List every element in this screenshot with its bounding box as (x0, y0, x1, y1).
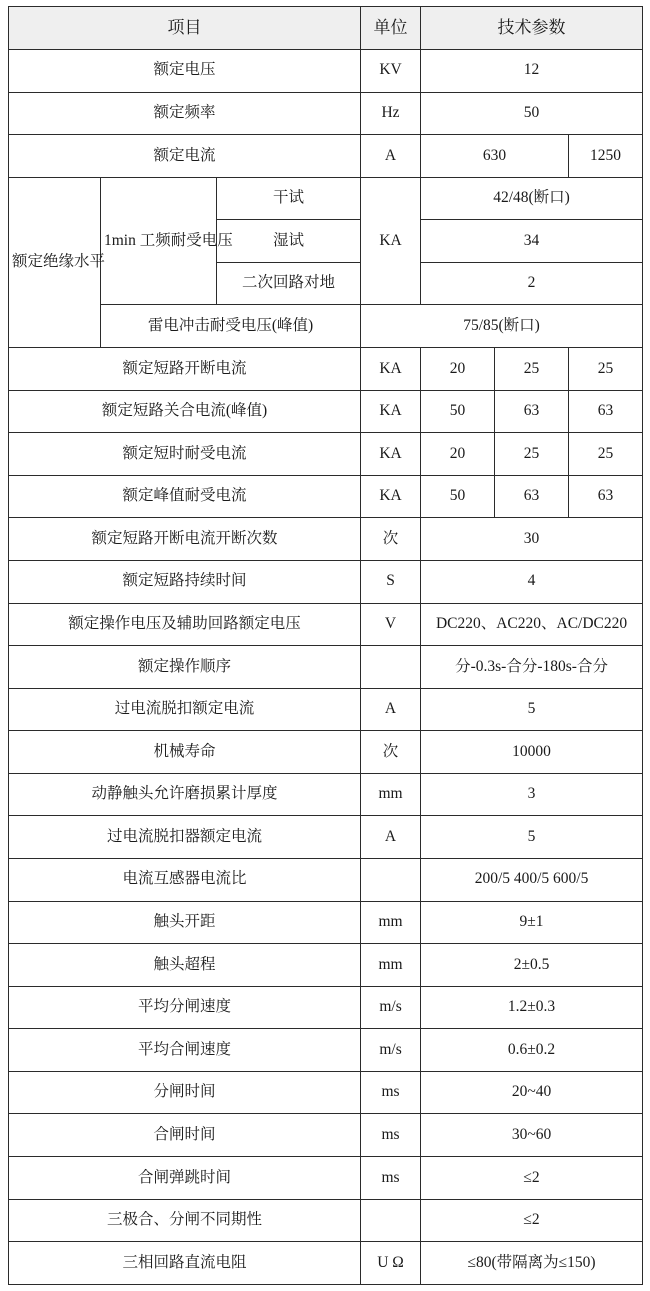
row-unit: V (361, 603, 421, 646)
row-item-label: 合闸弹跳时间 (9, 1157, 361, 1200)
table-row (9, 1242, 643, 1285)
table-row (9, 901, 643, 944)
row-value: 2±0.5 (421, 944, 643, 987)
row-unit: Hz (361, 92, 421, 135)
insulation-group-label: 额定绝缘水平 (9, 177, 101, 347)
row-item-label: 触头开距 (9, 901, 361, 944)
table-row (9, 646, 643, 689)
insulation-sub-label: 1min 工频耐受电压 (101, 177, 217, 305)
table-row (9, 50, 643, 93)
row-value: 75/85(断口) (361, 305, 643, 348)
row-item-label: 动静触头允许磨损累计厚度 (9, 773, 361, 816)
specifications-table (8, 6, 643, 1285)
row-unit: mm (361, 773, 421, 816)
row-item-label: 平均合闸速度 (9, 1029, 361, 1072)
row-value: DC220、AC220、AC/DC220 (421, 603, 643, 646)
row-unit (361, 1199, 421, 1242)
insulation-test-label: 湿试 (217, 220, 361, 263)
row-unit: KA (361, 433, 421, 476)
table-row (9, 1199, 643, 1242)
row-value: 63 (495, 390, 569, 433)
table-row (9, 816, 643, 859)
row-value: 63 (495, 475, 569, 518)
row-unit: 次 (361, 731, 421, 774)
table-row (9, 858, 643, 901)
header-item: 项目 (9, 7, 361, 50)
table-row (9, 92, 643, 135)
header-params: 技术参数 (421, 7, 643, 50)
row-item-label: 额定短时耐受电流 (9, 433, 361, 476)
row-value: 25 (569, 433, 643, 476)
row-unit: U Ω (361, 1242, 421, 1285)
row-value: 50 (421, 390, 495, 433)
row-item-label: 电流互感器电流比 (9, 858, 361, 901)
insulation-test-label: 干试 (217, 177, 361, 220)
row-value: 10000 (421, 731, 643, 774)
row-item-label: 额定短路关合电流(峰值) (9, 390, 361, 433)
row-value: 50 (421, 92, 643, 135)
table-row (9, 348, 643, 391)
row-value: 4 (421, 560, 643, 603)
row-value: 63 (569, 390, 643, 433)
table-row (9, 603, 643, 646)
row-item-label: 过电流脱扣额定电流 (9, 688, 361, 731)
row-value: 0.6±0.2 (421, 1029, 643, 1072)
row-unit: m/s (361, 986, 421, 1029)
row-value: 630 (421, 135, 569, 178)
row-value: 25 (569, 348, 643, 391)
lightning-impulse-label: 雷电冲击耐受电压(峰值) (101, 305, 361, 348)
row-value: ≤80(带隔离为≤150) (421, 1242, 643, 1285)
table-row (9, 475, 643, 518)
row-value: 30 (421, 518, 643, 561)
row-value: 50 (421, 475, 495, 518)
row-item-label: 触头超程 (9, 944, 361, 987)
row-item-label: 额定短路开断电流 (9, 348, 361, 391)
row-unit: 次 (361, 518, 421, 561)
table-row (9, 305, 643, 348)
insulation-test-label: 二次回路对地 (217, 262, 361, 305)
row-value: 20 (421, 433, 495, 476)
row-unit: mm (361, 944, 421, 987)
row-item-label: 三极合、分闸不同期性 (9, 1199, 361, 1242)
row-item-label: 额定操作顺序 (9, 646, 361, 689)
table-header-row (9, 7, 643, 50)
row-value: 25 (495, 348, 569, 391)
row-value: 9±1 (421, 901, 643, 944)
row-item-label: 平均分闸速度 (9, 986, 361, 1029)
row-value: 34 (421, 220, 643, 263)
table-row (9, 1157, 643, 1200)
row-value: 20 (421, 348, 495, 391)
table-row (9, 731, 643, 774)
table-row (9, 177, 643, 220)
row-value: ≤2 (421, 1157, 643, 1200)
row-item-label: 分闸时间 (9, 1071, 361, 1114)
table-row (9, 944, 643, 987)
row-item-label: 额定电流 (9, 135, 361, 178)
row-unit: A (361, 816, 421, 859)
row-value: 25 (495, 433, 569, 476)
row-value: 20~40 (421, 1071, 643, 1114)
row-unit: KA (361, 177, 421, 305)
row-unit: S (361, 560, 421, 603)
row-unit (361, 646, 421, 689)
row-value: 200/5 400/5 600/5 (421, 858, 643, 901)
row-item-label: 过电流脱扣器额定电流 (9, 816, 361, 859)
row-value: 2 (421, 262, 643, 305)
row-unit: ms (361, 1071, 421, 1114)
header-unit: 单位 (361, 7, 421, 50)
row-value: 5 (421, 816, 643, 859)
row-unit: KA (361, 475, 421, 518)
table-row (9, 433, 643, 476)
row-unit: mm (361, 901, 421, 944)
table-row (9, 390, 643, 433)
row-item-label: 机械寿命 (9, 731, 361, 774)
row-item-label: 合闸时间 (9, 1114, 361, 1157)
row-value: 3 (421, 773, 643, 816)
table-row (9, 773, 643, 816)
row-value: 1250 (569, 135, 643, 178)
table-row (9, 135, 643, 178)
row-value: 5 (421, 688, 643, 731)
row-unit: KV (361, 50, 421, 93)
row-item-label: 额定短路开断电流开断次数 (9, 518, 361, 561)
row-unit: ms (361, 1114, 421, 1157)
row-value: ≤2 (421, 1199, 643, 1242)
table-row (9, 1029, 643, 1072)
row-unit: m/s (361, 1029, 421, 1072)
row-value: 42/48(断口) (421, 177, 643, 220)
row-value: 1.2±0.3 (421, 986, 643, 1029)
row-unit: A (361, 688, 421, 731)
table-row (9, 1114, 643, 1157)
table-row (9, 518, 643, 561)
table-row (9, 986, 643, 1029)
row-unit: KA (361, 348, 421, 391)
row-unit: KA (361, 390, 421, 433)
row-item-label: 三相回路直流电阻 (9, 1242, 361, 1285)
row-unit: A (361, 135, 421, 178)
row-item-label: 额定频率 (9, 92, 361, 135)
table-row (9, 1071, 643, 1114)
row-value: 30~60 (421, 1114, 643, 1157)
table-row (9, 560, 643, 603)
row-item-label: 额定电压 (9, 50, 361, 93)
row-unit (361, 858, 421, 901)
row-item-label: 额定操作电压及辅助回路额定电压 (9, 603, 361, 646)
row-item-label: 额定峰值耐受电流 (9, 475, 361, 518)
row-unit: ms (361, 1157, 421, 1200)
row-value: 12 (421, 50, 643, 93)
row-value: 分-0.3s-合分-180s-合分 (421, 646, 643, 689)
row-item-label: 额定短路持续时间 (9, 560, 361, 603)
row-value: 63 (569, 475, 643, 518)
table-row (9, 688, 643, 731)
